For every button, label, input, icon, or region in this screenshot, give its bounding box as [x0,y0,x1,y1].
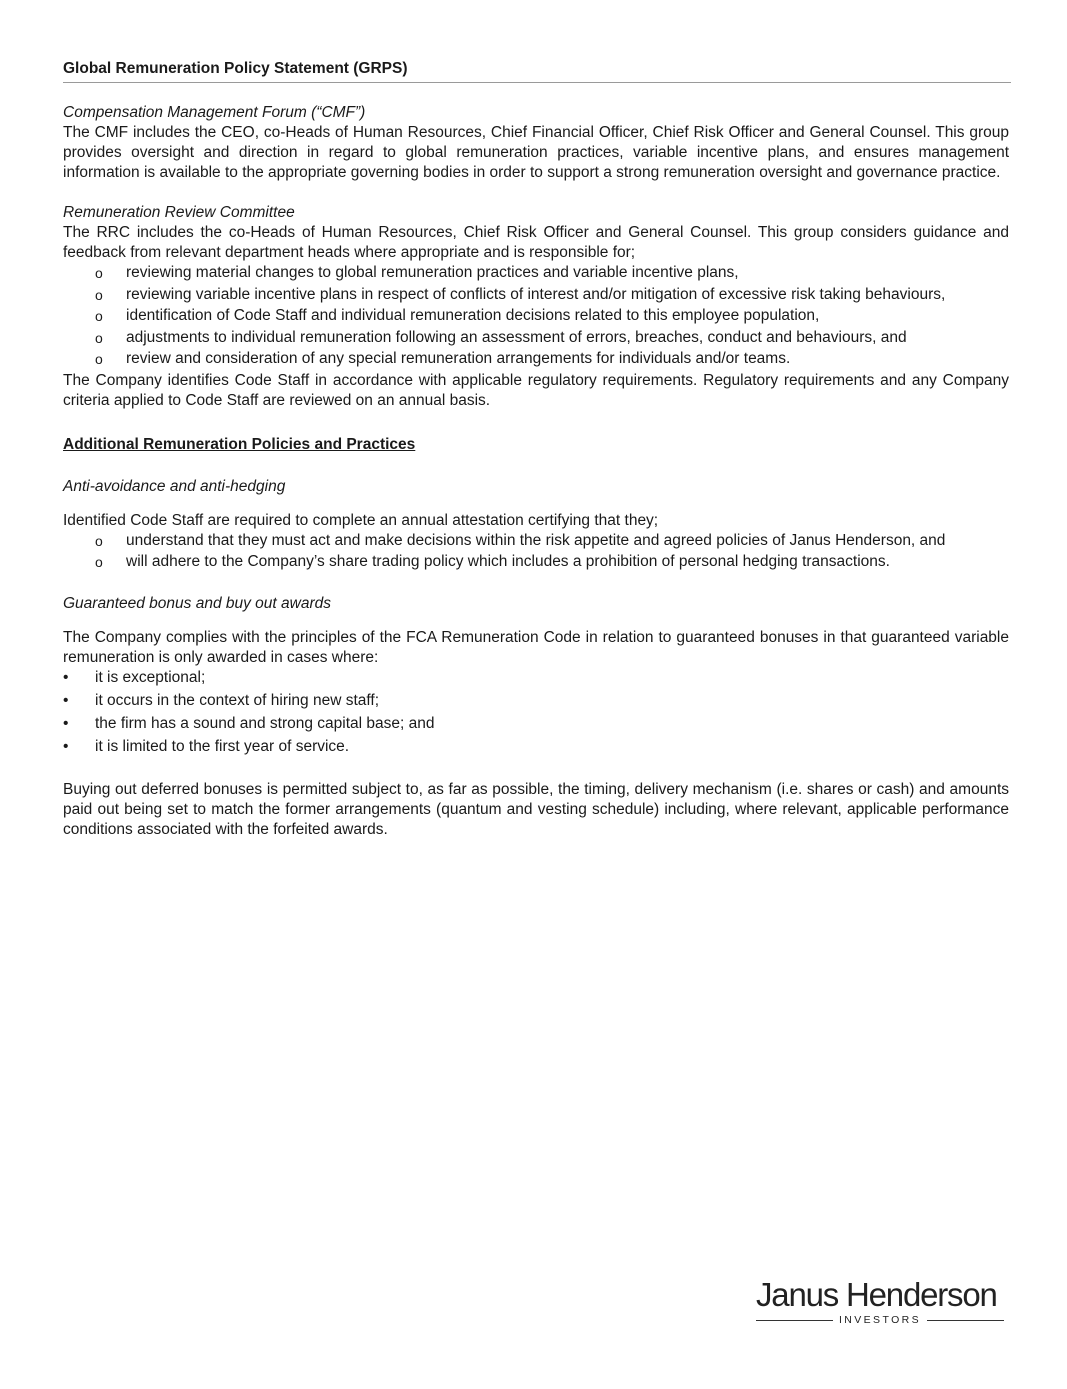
guaranteed-bonus-heading: Guaranteed bonus and buy out awards [63,594,331,612]
logo-rule-left [756,1320,833,1321]
rrc-heading: Remuneration Review Committee [63,204,295,221]
attestation-list [63,531,1009,573]
list-item: o adjustments to individual remuneration following an assessment of errors, breaches, conduct and behaviours, and [95,328,907,346]
buyout-paragraph: Buying out deferred bonuses is permitted subject to, as far as possible, the timing, delivery mechanism (i.e. shares or cash) and amounts paid out being set to match the former arrangements (quantum and vesting schedule) including, where relevant, applicable performance conditions associated with the forfeited awards. [63,780,1009,838]
document-title: Global Remuneration Policy Statement (GRPS) [63,60,1011,83]
anti-hedging-heading: Anti-avoidance and anti-hedging [63,477,286,495]
hollow-circle-bullet-icon: o [95,308,103,324]
guaranteed-bonus-body: The Company complies with the principles of the FCA Remuneration Code in relation to guaranteed bonuses in that guaranteed variable remuneration is only awarded in cases where: [63,628,1009,666]
filled-dot-bullet-icon: • [63,668,69,686]
rrc-responsibility-list [63,263,1009,369]
hollow-circle-bullet-icon: o [95,351,103,367]
list-item: • it is exceptional; [63,668,206,686]
additional-policies-heading: Additional Remuneration Policies and Practices [63,435,416,453]
cmf-body: The CMF includes the CEO, co-Heads of Human Resources, Chief Financial Officer, Chief Risk Officer and General Counsel. This group provides oversight and direction in regard to global remuneration practices, variable incentive plans, and ensures management information is available to the appropriate governing bodies in order to support a strong remuneration oversight and governance practice. [63,124,1009,181]
list-item: • it is limited to the first year of service. [63,737,350,755]
logo-subline [756,1314,1004,1326]
logo-wordmark: Janus Henderson [756,1276,997,1313]
janus-henderson-logo [756,1277,1004,1326]
rrc-body: The RRC includes the co-Heads of Human Resources, Chief Risk Officer and General Counsel. This group considers guidance and feedback from relevant department heads where appropriate and is responsible for; [63,224,1009,261]
list-item: o reviewing variable incentive plans in respect of conflicts of interest and/or mitigation of excessive risk taking behaviours, [95,285,946,303]
hollow-circle-bullet-icon: o [95,329,103,346]
list-item: o reviewing material changes to global remuneration practices and variable incentive plans, [95,264,739,281]
hollow-circle-bullet-icon: o [95,532,103,549]
rrc-after-text: The Company identifies Code Staff in accordance with applicable regulatory requirements. Regulatory requirements and any Company criteria applied to Code Staff are reviewed on an annual basis. [63,371,1009,409]
cmf-heading: Compensation Management Forum (“CMF”) [63,104,366,121]
list-item: o understand that they must act and make decisions within the risk appetite and agreed policies of Janus Henderson, and [95,531,946,549]
filled-dot-bullet-icon: • [63,691,69,709]
list-item: o identification of Code Staff and individual remuneration decisions related to this employee population, [95,307,820,324]
filled-dot-bullet-icon: • [63,737,69,755]
filled-dot-bullet-icon: • [63,714,69,732]
list-item: o review and consideration of any special remuneration arrangements for individuals and/or teams. [95,350,791,367]
anti-hedging-body: Identified Code Staff are required to complete an annual attestation certifying that they; [63,511,659,529]
guaranteed-conditions-list [63,668,1009,757]
list-item: o will adhere to the Company’s share trading policy which includes a prohibition of personal hedging transactions. [95,553,890,570]
hollow-circle-bullet-icon: o [95,286,103,303]
logo-rule-right [927,1320,1004,1321]
hollow-circle-bullet-icon: o [95,554,103,570]
hollow-circle-bullet-icon: o [95,265,103,281]
list-item: • the firm has a sound and strong capital base; and [63,714,435,732]
list-item: • it occurs in the context of hiring new staff; [63,691,380,709]
document-page [63,60,1009,840]
logo-investors: INVESTORS [838,1314,922,1326]
